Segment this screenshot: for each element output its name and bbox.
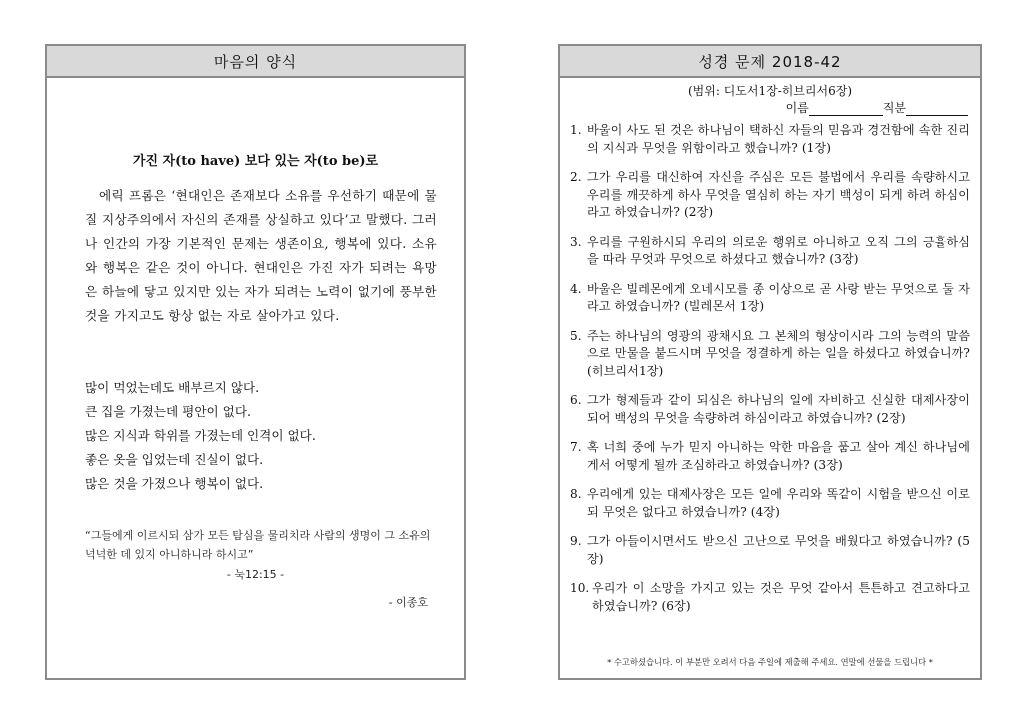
scripture-quote: “그들에게 이르시되 삼가 모든 탐심을 물리치라 사람의 생명이 그 소유의 넉넉한 데 있지 아니하니라 하시고”	[85, 529, 431, 561]
position-field[interactable]	[906, 103, 968, 116]
author-signature: - 이종호	[388, 596, 428, 609]
meditation-header: 마음의 양식	[47, 46, 464, 78]
question-item	[570, 234, 970, 269]
question-list	[570, 122, 970, 627]
scripture-reference: - 눅12:15 -	[226, 568, 285, 581]
question-number: 2.	[570, 170, 582, 184]
question-item	[570, 328, 970, 381]
question-item	[570, 122, 970, 157]
meditation-panel	[45, 44, 466, 680]
question-number: 7.	[570, 440, 582, 454]
quiz-range: (범위: 디도서1장-히브리서6장)	[687, 84, 853, 98]
essay-body: 에릭 프롬은 ‘현대인은 존재보다 소유를 우선하기 때문에 물질 지상주의에서 자신의 존재를 상실하고 있다’고 말했다. 그러나 인간의 가장 기본적인 문제는 생존이요, 행복에 있다. 소유와 행복은 같은 것이 아니다. 현대인은 가진 자가 되려는 욕망은 하늘에 닿고 있지만 있는 자가 되려는 노력이 없기에 풍부한 것을 가지고도 항상 없는 자로 살아가고 있다.	[85, 188, 437, 323]
essay-line: 큰 집을 가졌는데 평안이 없다.	[85, 404, 252, 419]
question-text: 바울은 빌레몬에게 오네시모를 종 이상으로 곧 사랑 받는 무엇으로 둘 자라고 하였습니까? (빌레몬서 1장)	[587, 281, 970, 313]
question-number: 1.	[570, 123, 582, 137]
question-item	[570, 169, 970, 222]
question-text: 그가 우리를 대신하여 자신을 주심은 모든 불법에서 우리를 속량하시고 우리를 깨끗하게 하사 무엇을 열심히 하는 자기 백성이 되게 하려 하심이라고 하였습니까? (2장)	[587, 170, 970, 219]
question-text: 바울이 사도 된 것은 하나님이 택하신 자들의 믿음과 경건함에 속한 진리의 지식과 무엇을 위함이라고 했습니까? (1장)	[587, 123, 970, 155]
name-label: 이름	[785, 101, 809, 115]
question-text: 혹 너희 중에 누가 믿지 아니하는 악한 마음을 품고 살아 계신 하나님에게서 어떻게 될까 조심하라고 하였습니까? (3장)	[587, 440, 970, 472]
essay-lines	[85, 376, 437, 496]
question-number: 6.	[570, 393, 582, 407]
question-item	[570, 486, 970, 521]
question-text: 그가 형제들과 같이 되심은 하나님의 일에 자비하고 신실한 대제사장이 되어 백성의 무엇을 속량하려 하심이라고 하였습니까? (2장)	[587, 393, 970, 425]
question-number: 3.	[570, 234, 582, 249]
question-text: 우리가 이 소망을 가지고 있는 것은 무엇 같아서 튼튼하고 견고하다고 하였습니까? (6장)	[592, 581, 970, 613]
question-text: 우리를 구원하시되 우리의 의로운 행위로 아니하고 오직 그의 긍휼하심을 따라 무엇과 무엇으로 하셨다고 했습니까? (3장)	[587, 234, 970, 266]
question-text: 우리에게 있는 대제사장은 모든 일에 우리와 똑같이 시험을 받으신 이로되 무엇은 없다고 하였습니까? (4장)	[587, 487, 970, 519]
name-position-row	[786, 99, 968, 116]
quiz-footer-note: * 수고하셨습니다. 이 부분만 오려서 다음 주일에 제출해 주세요. 연말에 선물을 드립니다 *	[607, 657, 933, 667]
question-text: 주는 하나님의 영광의 광채시요 그 본체의 형상이시라 그의 능력의 말씀으로 만물을 붙드시며 무엇을 정결하게 하는 일을 하셨다고 하였습니까? (히브리서1장)	[587, 328, 970, 378]
essay-line: 많은 것을 가졌으나 행복이 없다.	[85, 476, 264, 491]
question-number: 9.	[570, 534, 582, 548]
question-item	[570, 281, 970, 316]
question-item	[570, 580, 970, 615]
essay-line: 많이 먹었는데도 배부르지 않다.	[85, 380, 260, 395]
question-number: 4.	[570, 281, 582, 296]
bible-quiz-panel	[558, 44, 982, 680]
question-number: 5.	[570, 328, 582, 343]
question-item	[570, 392, 970, 427]
position-label: 직분	[882, 101, 906, 115]
essay-title: 가진 자(to have) 보다 있는 자(to be)로	[132, 154, 379, 169]
question-number: 8.	[570, 487, 582, 501]
question-item	[570, 439, 970, 474]
essay-line: 좋은 옷을 입었는데 진실이 없다.	[85, 452, 264, 467]
name-field[interactable]	[809, 103, 883, 116]
question-number: 10.	[570, 581, 590, 595]
quiz-header: 성경 문제 2018-42	[560, 46, 980, 78]
question-item	[570, 533, 970, 568]
essay-line: 많은 지식과 학위를 가졌는데 인격이 없다.	[85, 428, 316, 443]
question-text: 그가 아들이시면서도 받으신 고난으로 무엇을 배웠다고 하였습니까? (5장)	[587, 534, 970, 566]
